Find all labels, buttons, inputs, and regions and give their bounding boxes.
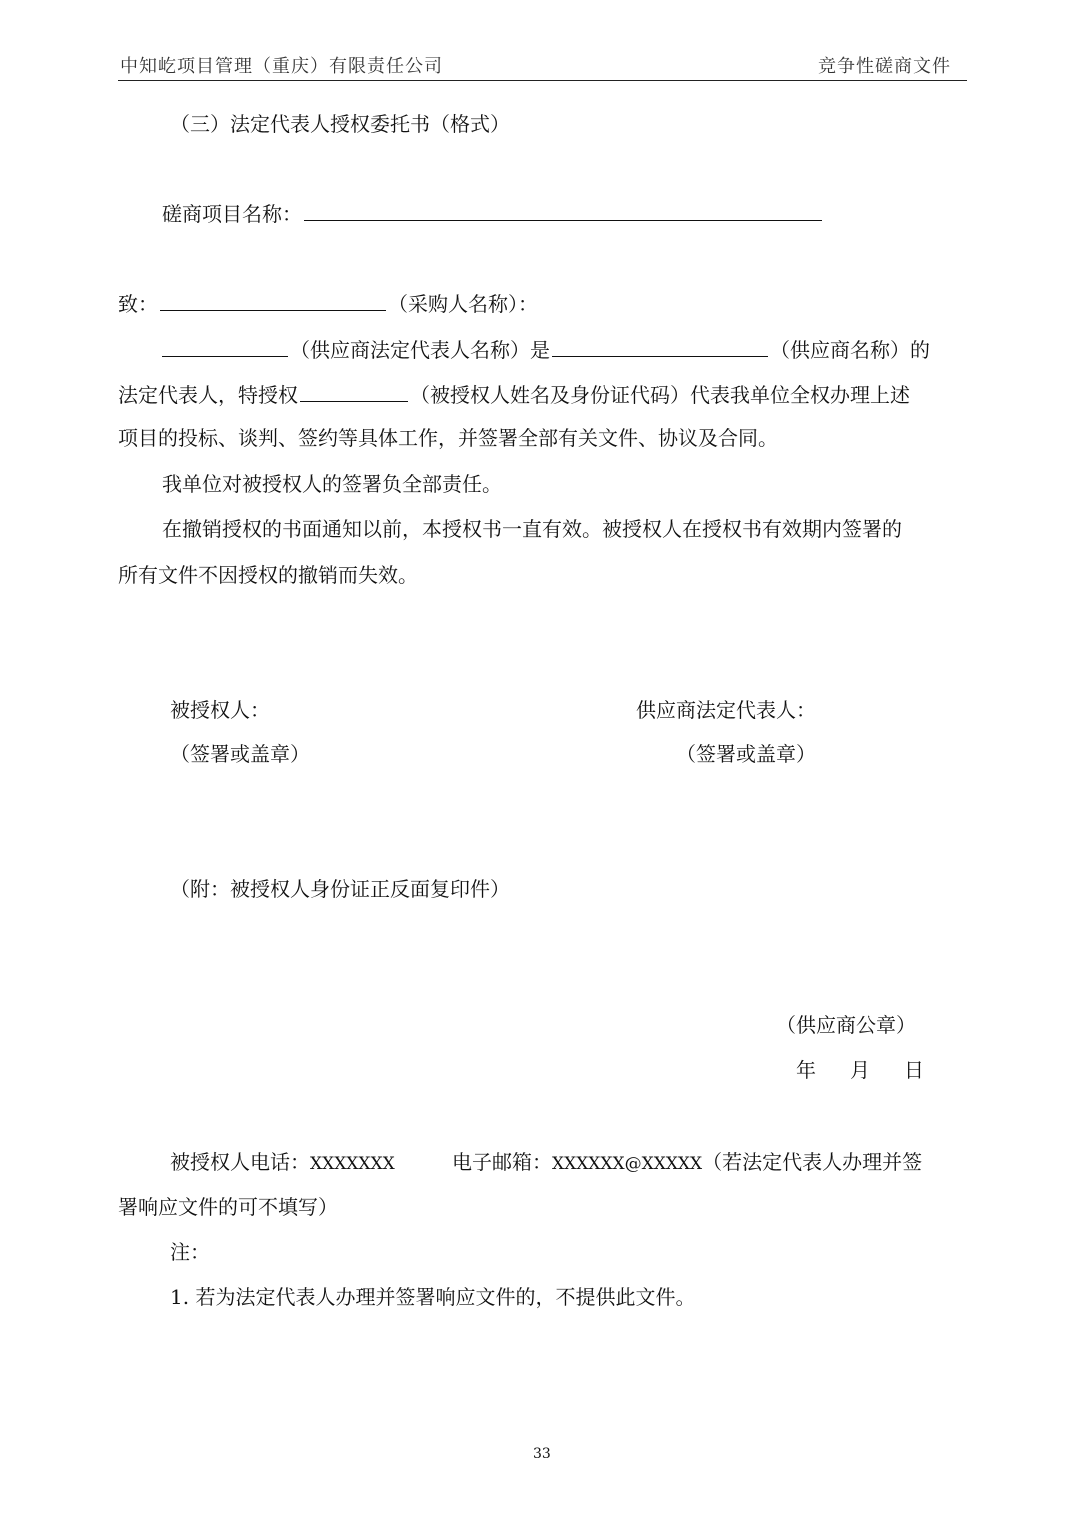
recipient-suffix: （采购人名称）：: [388, 292, 538, 316]
notes-title: 注：: [170, 1240, 210, 1264]
notes-item-1: 1. 若为法定代表人办理并签署响应文件的，不提供此文件。: [170, 1285, 696, 1309]
para1-line1: [160, 336, 930, 362]
recipient-prefix: 致：: [118, 292, 158, 316]
para2: 我单位对被授权人的签署负全部责任。: [162, 472, 502, 496]
contact-note-line2: 署响应文件的可不填写）: [118, 1195, 338, 1219]
para1-line2b: （被授权人姓名及身份证代码）代表我单位全权办理上述: [410, 383, 910, 407]
page-number: 33: [533, 1446, 551, 1462]
email-line: [452, 1150, 922, 1176]
header-divider: [118, 80, 967, 81]
section-title: （三）法定代表人授权委托书（格式）: [170, 112, 510, 136]
para3-line2: 所有文件不因授权的撤销而失效。: [118, 563, 418, 587]
header-doc-type: 竞争性磋商文件: [818, 56, 951, 77]
para3-line1: 在撤销授权的书面通知以前，本授权书一直有效。被授权人在授权书有效期内签署的: [162, 517, 902, 541]
project-name-label: 磋商项目名称：: [162, 202, 302, 226]
para1-line2a: 法定代表人，特授权: [118, 383, 298, 407]
project-name-blank: [304, 200, 822, 221]
phone-label: 被授权人电话：: [170, 1150, 310, 1174]
header-company: 中知屹项目管理（重庆）有限责任公司: [120, 56, 443, 77]
supplier-name-blank: [552, 336, 768, 357]
para1-part2: （供应商名称）的: [770, 338, 930, 362]
legal-rep-label: 供应商法定代表人：: [636, 698, 816, 722]
legal-rep-sign-note: （签署或盖章）: [676, 742, 816, 766]
authorized-sign-note: （签署或盖章）: [170, 742, 310, 766]
authorized-person-blank: [300, 381, 408, 402]
para1-line3: 项目的投标、谈判、签约等具体工作，并签署全部有关文件、协议及合同。: [118, 426, 778, 450]
project-name-row: [162, 200, 824, 226]
date-month: 月: [850, 1058, 870, 1082]
date-day: 日: [904, 1058, 924, 1082]
para1-part1: （供应商法定代表人名称）是: [290, 338, 550, 362]
para1-line2: [118, 381, 910, 407]
recipient-row: [118, 290, 538, 316]
attachment-note: （附：被授权人身份证正反面复印件）: [170, 877, 510, 901]
contact-note-line1: （若法定代表人办理并签: [702, 1150, 923, 1174]
supplier-seal: （供应商公章）: [776, 1013, 916, 1037]
purchaser-name-blank: [160, 290, 386, 311]
phone-value: XXXXXXX: [310, 1154, 395, 1174]
email-value: XXXXXX@XXXXX: [552, 1154, 703, 1174]
legal-rep-name-blank: [162, 336, 288, 357]
contact-line1: [170, 1150, 395, 1176]
authorized-label: 被授权人：: [170, 698, 270, 722]
email-label: 电子邮箱：: [452, 1150, 552, 1174]
date-year: 年: [796, 1058, 816, 1082]
